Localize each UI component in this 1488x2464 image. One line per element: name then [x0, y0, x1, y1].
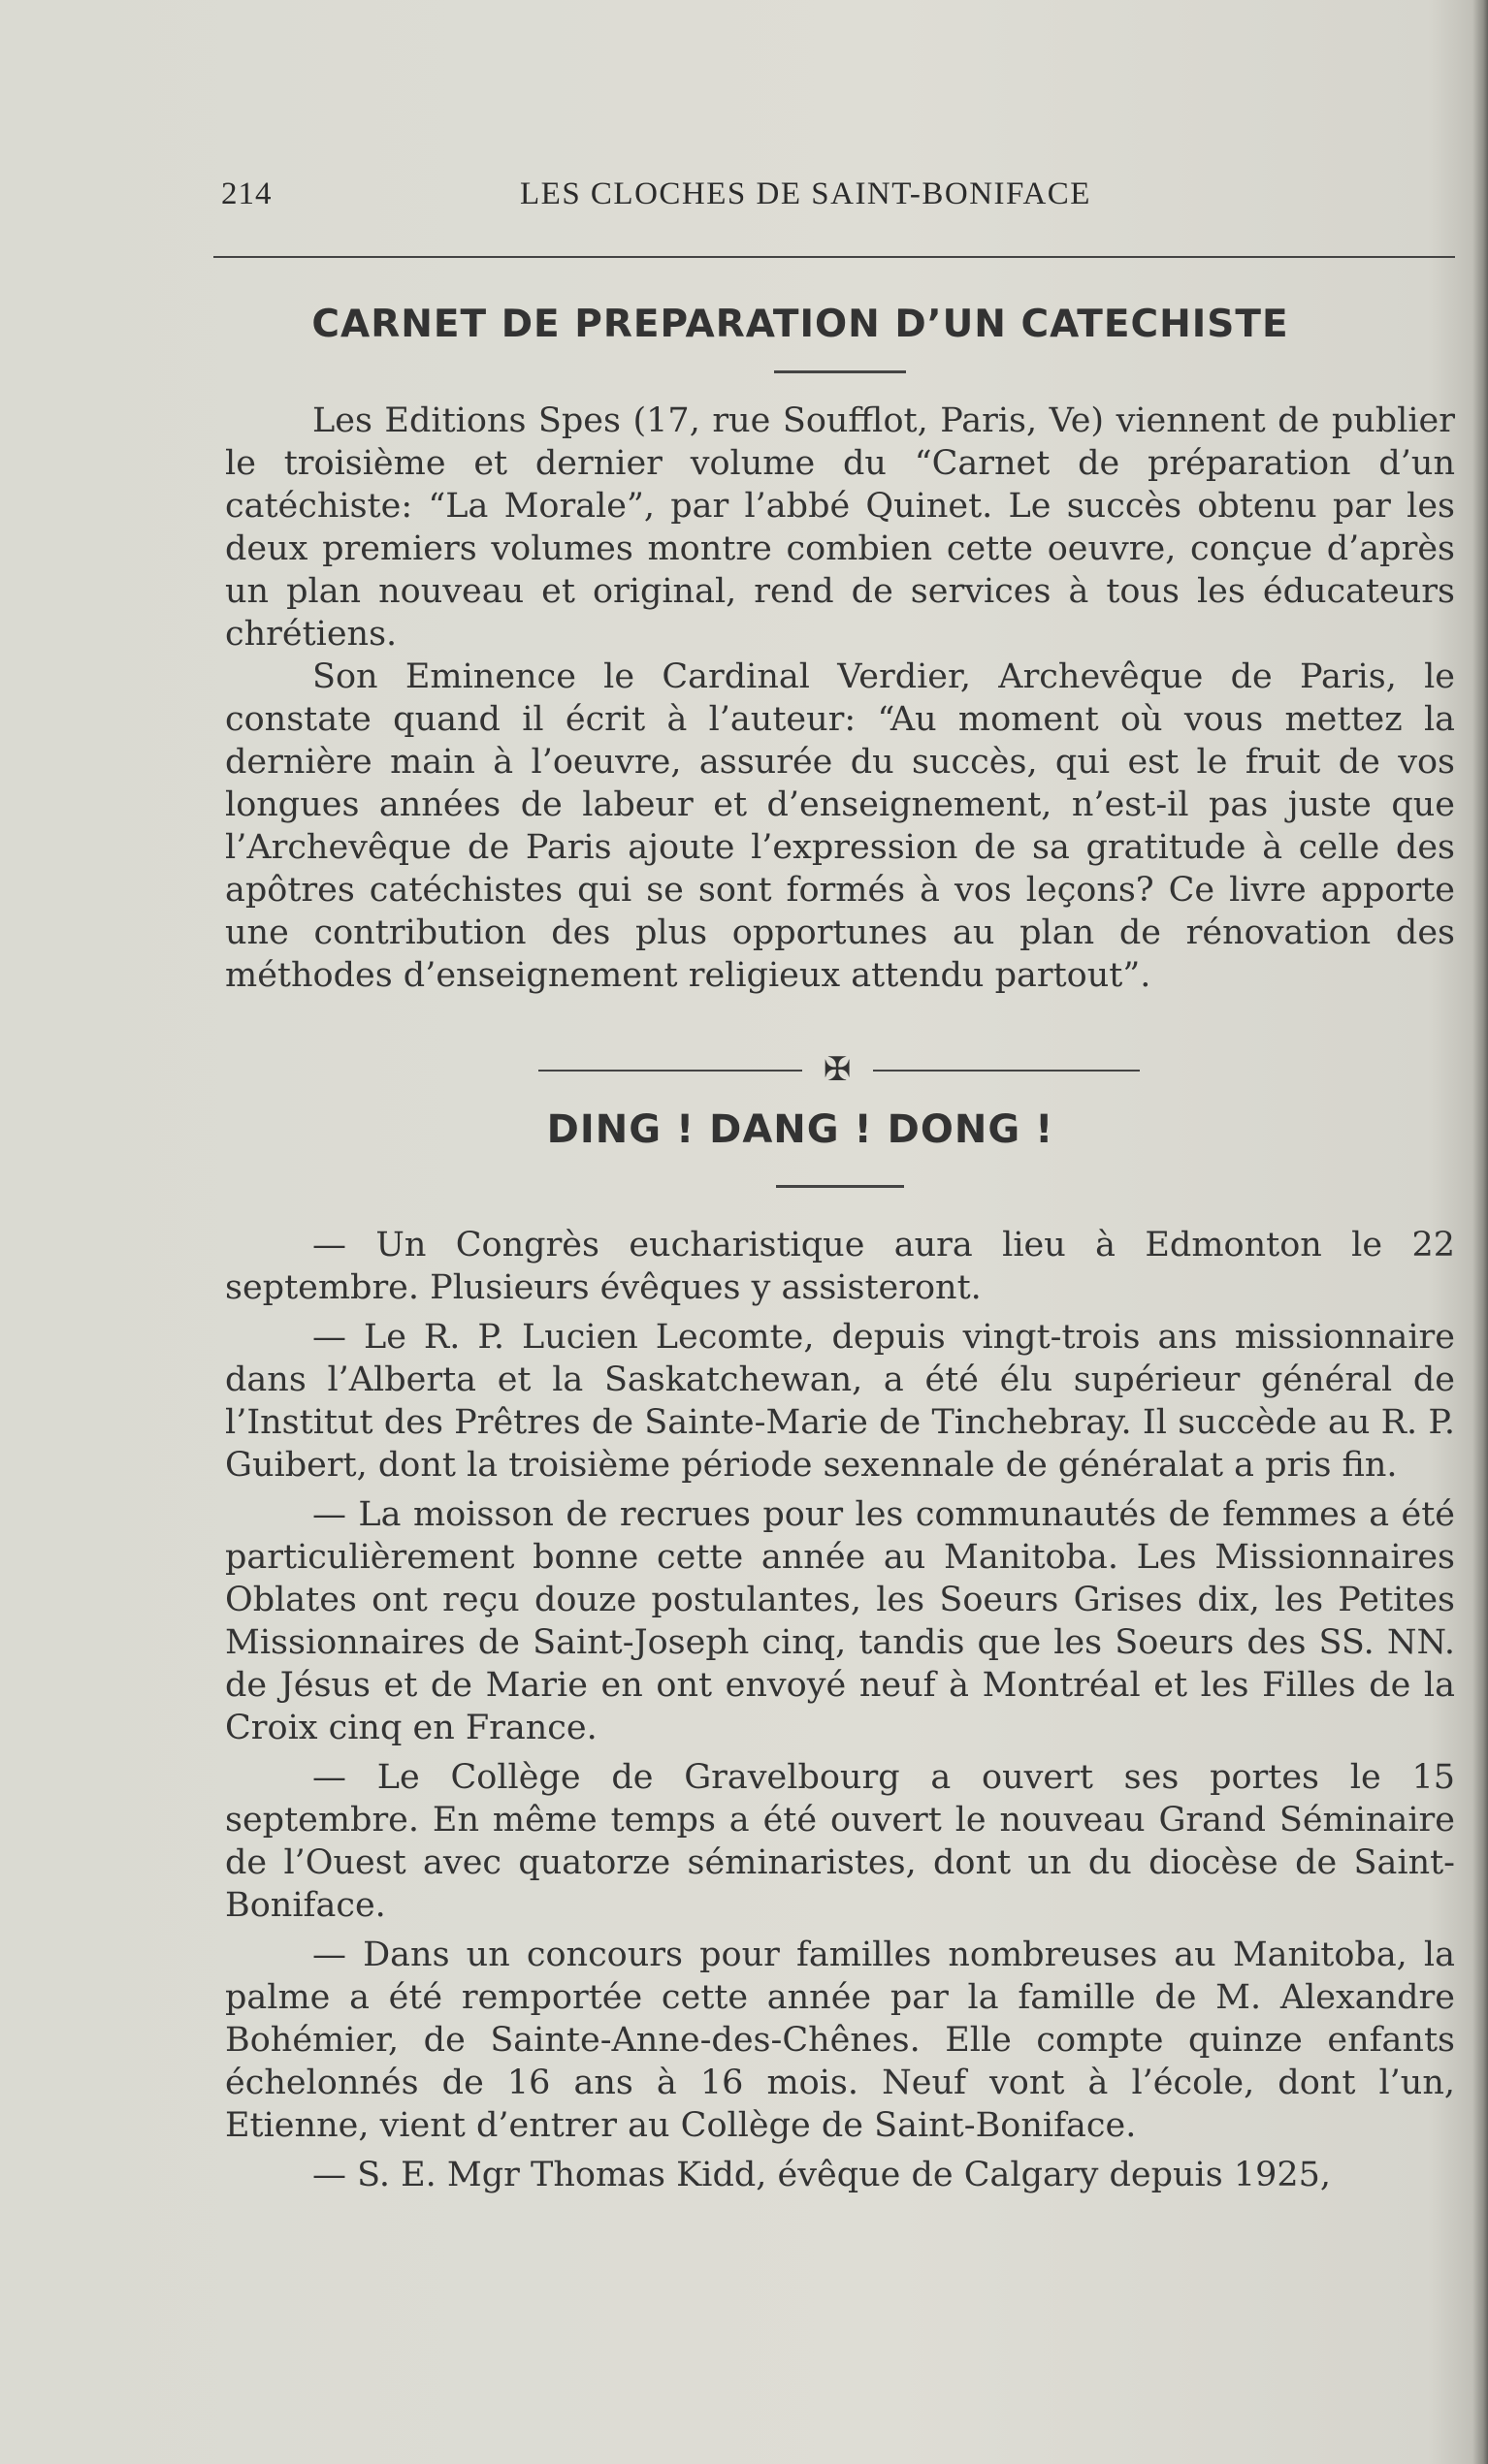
divider-line-right	[873, 1070, 1140, 1072]
article-title-carnet: CARNET DE PREPARATION D’UN CATECHISTE	[311, 303, 1289, 346]
news-item: — Dans un concours pour familles nombreuses au Manitoba, la palme a été remportée cette année par la famille de M. Alexandre Bohémier, de Sainte-Anne-des-Chênes. Elle compte quinze enfants échelonnés de 16 ans à 16 mois. Neuf vont à l’école, dont l’un, Etienne, vient d’entrer au Collège de Saint-Boniface.	[225, 1936, 1455, 2145]
paragraph: Son Eminence le Cardinal Verdier, Archevêque de Paris, le constate quand il écrit à l’auteur: “Au moment où vous mettez la dernière main à l’oeuvre, assurée du succès, qui est le fruit de vos longues années de labeur et d’enseignement, n’est-il pas juste que l’Archevêque de Paris ajoute l’expression de sa gratitude à celle des apôtres catéchistes qui se sont formés à vos leçons? Ce livre apporte une contribution des plus opportunes au plan de rénovation des méthodes d’enseignement religieux attendu partout”.	[225, 657, 1455, 995]
news-item: — La moisson de recrues pour les communautés de femmes a été particulièrement bonne cette année au Manitoba. Les Missionnaires Oblates ont reçu douze postulantes, les Soeurs Grises dix, les Petites Missionnaires de Saint-Joseph cinq, tandis que les Soeurs des SS. NN. de Jésus et de Marie en ont envoyé neuf à Montréal et les Filles de la Croix cinq en France.	[225, 1495, 1455, 1747]
paragraph: Les Editions Spes (17, rue Soufflot, Paris, Ve) viennent de publier le troisième et dernier volume du “Carnet de préparation d’un catéchiste: “La Morale”, par l’abbé Quinet. Le succès obtenu par les deux premiers volumes montre combien cette oeuvre, conçue d’après un plan nouveau et original, rend de services à tous les éducateurs chrétiens.	[225, 401, 1455, 654]
header-rule	[213, 256, 1455, 258]
running-title: LES CLOCHES DE SAINT-BONIFACE	[520, 176, 1091, 211]
cross-pattee-icon: ✠	[823, 1050, 852, 1089]
article-body-news	[225, 1224, 1455, 2196]
title-underline	[774, 370, 906, 373]
news-item: — S. E. Mgr Thomas Kidd, évêque de Calgary depuis 1925,	[312, 2156, 1332, 2194]
news-item: — Un Congrès eucharistique aura lieu à Edmonton le 22 septembre. Plusieurs évêques y assisteront.	[225, 1226, 1455, 1307]
article-title-ding-dang-dong: DING ! DANG ! DONG !	[546, 1107, 1054, 1152]
article-body-carnet	[225, 400, 1455, 997]
page-edge-shadow	[1472, 0, 1488, 2464]
news-item: — Le R. P. Lucien Lecomte, depuis vingt-trois ans missionnaire dans l’Alberta et la Saskatchewan, a été élu supérieur général de l’Institut des Prêtres de Sainte-Marie de Tinchebray. Il succède au R. P. Guibert, dont la troisième période sexennale de généralat a pris fin.	[225, 1318, 1455, 1485]
title-underline	[776, 1185, 904, 1188]
news-item: — Le Collège de Gravelbourg a ouvert ses portes le 15 septembre. En même temps a été ouvert le nouveau Grand Séminaire de l’Ouest avec quatorze séminaristes, dont un du diocèse de Saint-Boniface.	[225, 1758, 1455, 1925]
page-header	[221, 176, 1453, 225]
page-number: 214	[221, 176, 273, 211]
section-divider	[538, 1052, 1140, 1087]
divider-line-left	[538, 1070, 802, 1072]
